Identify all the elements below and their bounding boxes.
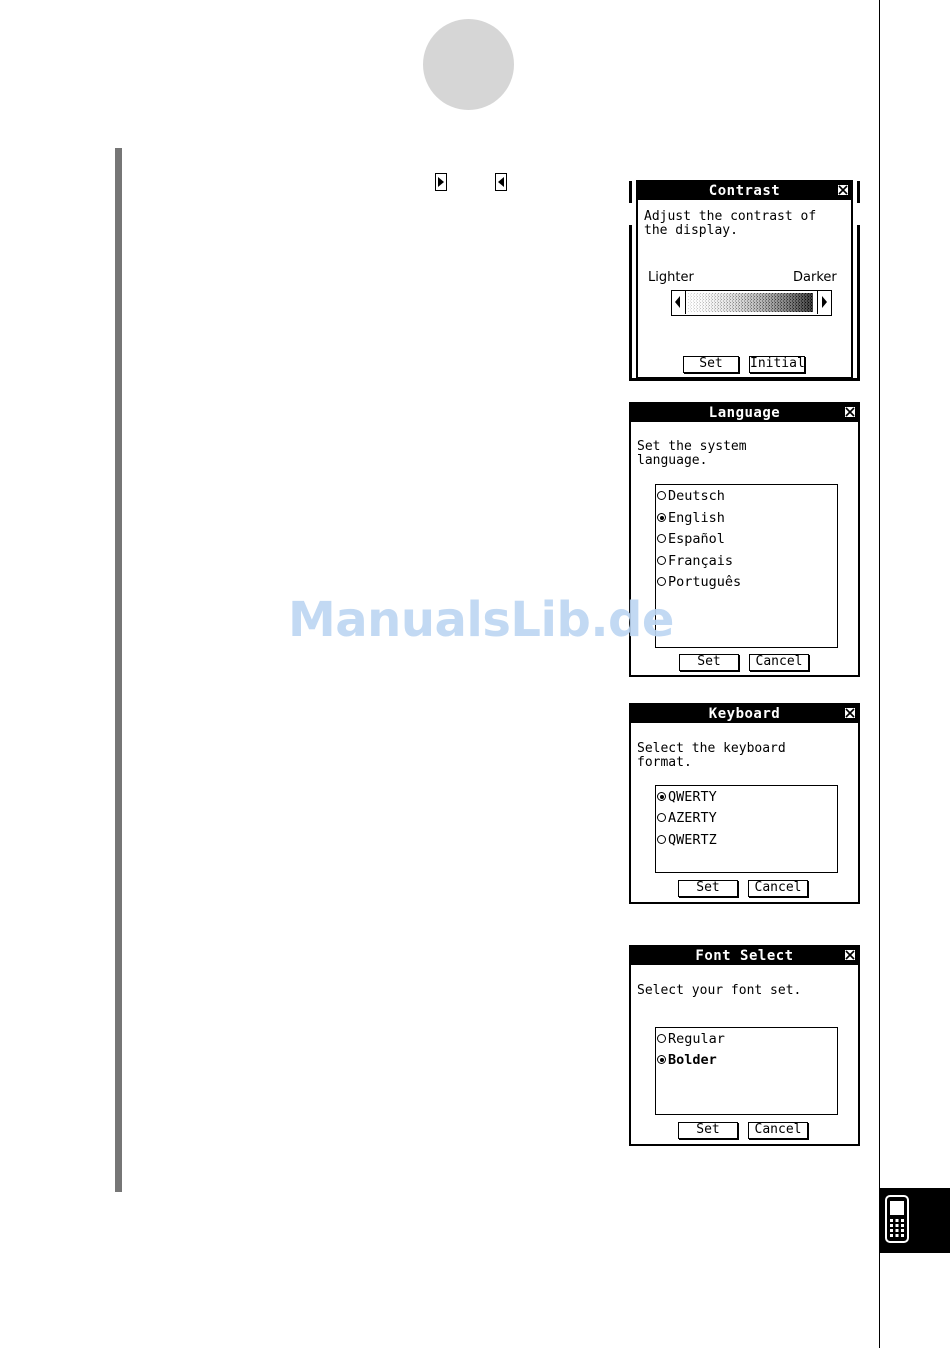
keyboard-option-azerty[interactable]: AZERTY (657, 810, 717, 826)
keyboard-set-button[interactable]: Set (678, 880, 738, 897)
radio-icon (657, 1034, 666, 1043)
language-title-bar (631, 404, 858, 422)
watermark: ManualsLib.de (288, 592, 674, 648)
contrast-message: Adjust the contrast of the display. (644, 209, 817, 238)
darker-label: Darker (793, 270, 837, 285)
contrast-title: Contrast (708, 183, 781, 199)
contrast-decrease-button[interactable] (672, 291, 686, 314)
right-arrow-key (435, 173, 447, 191)
radio-icon (657, 534, 666, 543)
lighter-label: Lighter (648, 270, 694, 285)
language-set-button[interactable]: Set (679, 654, 739, 671)
close-x-icon (845, 950, 855, 960)
right-triangle-icon (818, 291, 830, 313)
contrast-initial-button[interactable]: Initial (750, 356, 805, 371)
left-arrow-key (495, 173, 507, 191)
keyboard-option-qwerty[interactable]: QWERTY (657, 789, 717, 805)
radio-selected-icon (657, 792, 666, 801)
chapter-tab (880, 1188, 950, 1253)
language-option-francais[interactable]: Français (657, 553, 733, 569)
font-select-dialog (629, 945, 860, 1146)
left-triangle-icon (498, 177, 504, 187)
font-select-set-button[interactable]: Set (678, 1122, 738, 1139)
contrast-title-bar (638, 182, 851, 200)
close-x-icon (845, 708, 855, 718)
contrast-dialog (636, 180, 853, 379)
language-close-button[interactable] (844, 406, 856, 418)
radio-icon (657, 577, 666, 586)
language-option-espanol[interactable]: Español (657, 531, 725, 547)
keyboard-close-button[interactable] (844, 707, 856, 719)
right-triangle-icon (438, 177, 444, 187)
font-select-message: Select your font set. (637, 983, 802, 998)
language-message: Set the system language. (637, 439, 747, 468)
left-margin-bar (115, 148, 122, 1192)
font-select-cancel-button[interactable]: Cancel (748, 1122, 808, 1139)
contrast-gradient-bar (688, 293, 813, 312)
keyboard-title: Keyboard (708, 706, 781, 722)
font-select-title: Font Select (695, 948, 794, 964)
font-select-listbox[interactable] (655, 1027, 838, 1115)
keyboard-cancel-button[interactable]: Cancel (748, 880, 808, 897)
radio-selected-icon (657, 513, 666, 522)
language-title: Language (708, 405, 781, 421)
radio-icon (657, 835, 666, 844)
contrast-close-button[interactable] (837, 184, 849, 196)
keyboard-title-bar (631, 705, 858, 723)
contrast-increase-button[interactable] (817, 291, 831, 314)
language-option-portugues[interactable]: Português (657, 574, 741, 590)
language-cancel-button[interactable]: Cancel (749, 654, 809, 671)
font-option-bolder[interactable]: Bolder (657, 1052, 717, 1068)
language-option-english[interactable]: English (657, 510, 725, 526)
radio-icon (657, 491, 666, 500)
left-triangle-icon (672, 291, 684, 313)
keyboard-message: Select the keyboard format. (637, 741, 786, 770)
language-option-deutsch[interactable]: Deutsch (657, 488, 725, 504)
font-select-close-button[interactable] (844, 949, 856, 961)
calculator-icon (884, 1194, 910, 1244)
contrast-slider[interactable] (671, 290, 832, 316)
chapter-circle (423, 19, 514, 110)
radio-icon (657, 556, 666, 565)
right-margin-rule (879, 0, 880, 1348)
keyboard-option-qwertz[interactable]: QWERTZ (657, 832, 717, 848)
keyboard-dialog (629, 703, 860, 904)
font-option-regular[interactable]: Regular (657, 1031, 725, 1047)
contrast-set-button[interactable]: Set (683, 356, 739, 373)
radio-icon (657, 813, 666, 822)
language-listbox[interactable] (655, 484, 838, 648)
close-x-icon (845, 407, 855, 417)
keyboard-listbox[interactable] (655, 785, 838, 873)
radio-selected-icon (657, 1055, 666, 1064)
font-select-title-bar (631, 947, 858, 965)
close-x-icon (838, 185, 848, 195)
